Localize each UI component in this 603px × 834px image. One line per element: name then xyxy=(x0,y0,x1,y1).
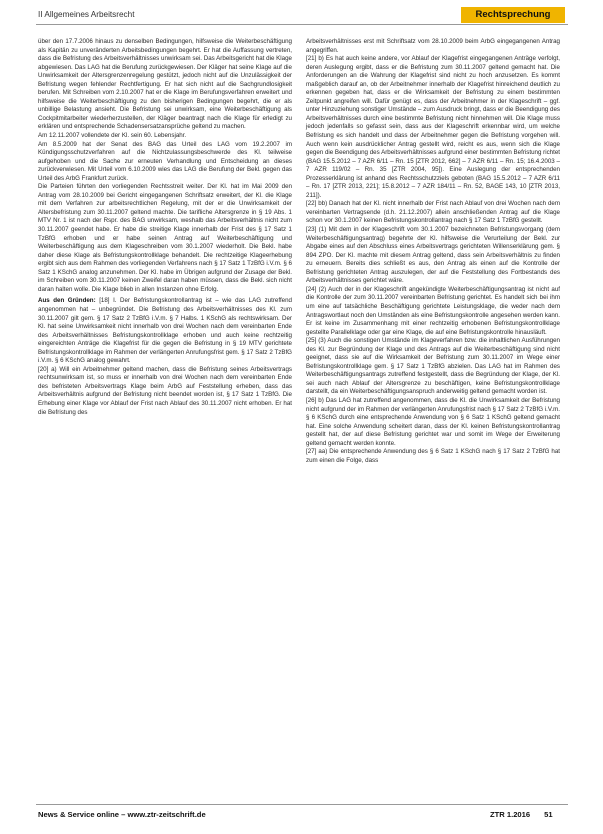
paragraph-text: [18] I. Der Befristungskontrollantrag ist – wie das LAG zutreffend angenommen hat – unbegründet. Die Befristung des Arbeitsverhältnisses des Kl. zum 30.11.2007 gilt gem. § 17 Satz 2 TzBfG i.V.m. § 7 Halbs. 1 KSchG als rechtswirksam. Der Kl. hat seine Unwirksamkeit nicht innerhalb von drei Wochen nach dem vereinbarten Ende des Arbeitsverhältnisses Befristungskontrollklage erhoben und auch keine rechtzeitig eingereichten Anträge die Klagefrist für die gegen die Befristung in § 19 MTV gerichtete Befristungskontrollklage im Rahmen der verlängerten Anrufungsfrist gem. § 17 Satz 2 TzBfG i.V.m. § 6 KSchG analog gewahrt. xyxy=(38,297,292,365)
paragraph: Am 12.11.2007 vollendete der Kl. sein 60. Lebensjahr. xyxy=(38,132,187,140)
paragraph: [27] aa) Die entsprechende Anwendung des § 6 Satz 1 KSchG nach § 17 Satz 2 TzBfG hat zum einen die Folge, dass xyxy=(306,448,560,464)
section-title: II Allgemeines Arbeitsrecht xyxy=(38,10,135,19)
paragraph: [26] b) Das LAG hat zutreffend angenommen, dass die Kl. die Unwirksamkeit der Befristung nicht aufgrund der im Rahmen der verlängerten Anrufungsfrist nach § 17 Satz 2 TzBfG i.V.m. § 6 KSchG durch eine entsprechende Anwendung von § 6 Satz 1 KSchG geltend gemacht hat. Eine solche Anwendung scheitert daran, dass der Kl. keinen Befristungskontrollantrag gestellt hat, der auf diese Befristung gerichtet war und somit im Wege der Erweiterung geltend gemacht werden konnte. xyxy=(306,396,560,447)
header-divider xyxy=(36,24,568,25)
paragraph: [22] bb) Danach hat der Kl. nicht innerhalb der Frist nach Ablauf von drei Wochen nach dem vereinbarten Vertragsende (d.h. 21.12.2007) allein anschließenden Antrag auf die Klage schon vor 30.1.2007 keinen Befristungskontrollantrag nach § 17 Satz 1 TzBfG gestellt. xyxy=(306,200,560,225)
paragraph: [24] (2) Auch der in der Klageschrift angekündigte Weiterbeschäftigungsantrag ist nicht auf die Kontrolle der zum 30.11.2007 vereinbarten Befristung gerichtet. Es handelt sich bei ihm um eine auf tatsächliche Beschäftigung gerichtete Leistungsklage, die weder nach dem Antragswortlaut noch den Umständen als eine Befristungskontrolle angesehen werden kann. Er ist keine im Zusammenhang mit einer rechtzeitig erhobenen Befristungskontrollklage gestellte Parallelklage oder gar eine Klage, die auf eine Befristungskontrolle hinausläuft. xyxy=(306,285,560,336)
left-column xyxy=(38,38,292,417)
page-header xyxy=(0,0,603,36)
paragraph: [20] a) Will ein Arbeitnehmer geltend machen, dass die Befristung seines Arbeitsvertrags rechtsunwirksam ist, so muss er innerhalb von drei Wochen nach dem vereinbarten Ende des befristeten Arbeitsvertrags Klage beim ArbG auf Feststellung erheben, dass das Arbeitsverhältnis aufgrund der Befristung nicht beendet worden ist, § 17 Satz 1 TzBfG. Die Erhebung einer Klage vor Ablauf der Frist nach Ablauf des 30.11.2007 nicht erhoben. Er hat die Befristung des xyxy=(38,365,292,416)
rubric-label: Rechtsprechung xyxy=(461,7,565,23)
paragraph: Die Parteien führten den vorliegenden Rechtsstreit weiter. Der Kl. hat im Mai 2009 den Antrag vom 28.10.2009 bei Gericht eingegangenen Schriftsatz erweitert, der Kl. die Klage mit dem Verfahren zur arbeitsrechtlichen Regelung, mit der er die Unwirksamkeit der Altersbefristung zum 30.11.2007 geltend machte. Die tarifliche Altersgrenze in § 19 Abs. 1 MTV Nr. 1 ist nach der Rspr. des BAG unwirksam, weshalb das Arbeitsverhältnis nicht zum 30.11.2007 geendet habe. Er habe die streitige Klage innerhalb der Frist des § 17 Satz 1 TzBfG erhoben und er habe seinen Antrag auf Weiterbeschäftigung und Weiterbeschäftigung aus dem Klageschreiben vom 30.1.2007 wiederholt. Die Bekl. habe daher diese Klage als Befristungskontrollklage behandelt. Die rechtzeitige Klageerhebung ergibt sich aus dem Rahmen des vorliegenden Verfahrens nach § 17 Satz 1 TzBfG i.V.m. § 6 Satz 1 KSchG analog anzunehmen. Der Kl. habe im Übrigen aufgrund der Zusage der Bekl. im Schreiben vom 30.11.2007 keinen Zweifel daran haben müssen, dass die Bekl. sich nicht daran halten wolle. Die Klage blieb in allen Instanzen ohne Erfolg. xyxy=(38,183,292,293)
paragraph: [23] (1) Mit dem in der Klageschrift vom 30.1.2007 bezeichneten Befristungsvorgang (dem Weiterbeschäftigungsantrag) begehrte der Kl. hilfsweise die Verurteilung der Bekl. zur Abgabe eines auf den Abschluss eines Arbeitsvertrags gerichteten Willenserklärung gem. § 894 ZPO. Der Kl. machte mit diesem Antrag geltend, dass sein Arbeitsverhältnis zu finden zu erneuern. Bereits dies schließt es aus, den Antrag als einen auf die Kontrolle der Befristung gerichteten Antrag auszulegen, der auf die Feststellung des Fortbestands des Arbeitsverhältnisses gerichtet wäre. xyxy=(306,226,560,285)
right-column xyxy=(306,38,560,465)
paragraph: [21] b) Es hat auch keine andere, vor Ablauf der Klagefrist eingegangenen Anträge verfolgt, deren Auslegung ergibt, dass er die Befristung zum 30.11.2007 geltend gemacht hat. Die Anforderungen an die Wahrung der Klagefrist sind nicht zu hoch anzusetzen. Es kommt maßgeblich darauf an, ob der Arbeitnehmer innerhalb der Klagefrist hinreichend deutlich zu erkennen gegeben hat, dass er die Wirksamkeit der Befristung zu einem bestimmten Zeitpunkt angreifen will. Dafür genügt es, dass der Arbeitnehmer in der Klageschrift – ggf. unter Hinzuziehung sonstiger Umstände – zum Ausdruck bringt, dass er die Beendigung des Arbeitsverhältnisses durch eine bestimmte Befristung nicht hinnehmen will. Die Klage muss jedoch jedenfalls so gefasst sein, dass aus der Klageschrift erkennbar wird, um welche Befristung es sich handelt und dass der Arbeitnehmer gegen die Befristung vorgehen will. Auch wenn kein ausdrücklicher Antrag gestellt wird, reicht es aus, wenn sich die Klage gegen die Beendigung des Arbeitsverhältnisses aufgrund einer bestimmten Befristung richtet (BAG 15.5.2012 – 7 AZR 6/11 – Rn. 15 [ZTR 2012, 662] – 7 AZR 6/11 – Rn. 15; 16.4.2003 – 7 AZR 119/02 – Rn. 35 [ZTR 2004, 95]). Eine Auslegung der entsprechenden Prozesserklärung ist anhand des Rechtsschutzziels geboten (BAG 15.5.2012 – 7 AZR 6/11 – Rn. 17 [ZTR 2013, 221]; 15.8.2012 – 7 AZR 184/11 – Rn. 52, BAGE 143, 10 [ZTR 2013, 211]). xyxy=(306,55,560,199)
paragraph: Am 8.5.2009 hat der Senat des BAG das Urteil des LAG vom 19.2.2007 im Kündigungsschutzverfahren auf die Nichtzulassungsbeschwerde des Kl. teilweise aufgehoben und die Sache zur erneuten Verhandlung und Entscheidung an dieses zurückverwiesen. Mit Urteil vom 6.10.2009 wies das LAG die Berufung der Bekl. gegen das Urteil des ArbG Frankfurt zurück. xyxy=(38,140,292,182)
paragraph: [25] (3) Auch die sonstigen Umstände im Klageverfahren bzw. die inhaltlichen Ausführungen des Kl. zur Begründung der Klage und des Antrags auf die Weiterbeschäftigung sind nicht geeignet, dass sie auf die Wirksamkeit der Befristung zum 30.11.2007 im Wege einer Befristungskontrollklage gem. § 17 Satz 1 TzBfG abzielen. Das LAG hat im Rahmen des Weiterbeschäftigungsantrags zutreffend festgestellt, dass die Begründung der Klage, der Kl. sei auch nach Ablauf der Altersgrenze zu beschäftigen, keine Befristungskontrollklage darstellt, da ein Weiterbeschäftigungsanspruch anderweitig geltend gemacht worden ist. xyxy=(306,337,560,396)
page-number: 51 xyxy=(544,810,553,819)
footer-divider xyxy=(36,804,568,805)
reasons-lead: Aus den Gründen: xyxy=(38,297,96,305)
paragraph: über den 17.7.2006 hinaus zu denselben Bedingungen, hilfsweise die Weiterbeschäftigung als Kapitän zu unveränderten Arbeitsbedingungen begehrt. Er hat die Auffassung vertreten, dass die Befristung des Arbeitsverhältnisses unwirksam sei. Das Arbeitsgericht hat die Klage abgewiesen. Das LAG hat die Berufung zurückgewiesen. Der Kläger hat seine Klage auf die Unwirksamkeit der Altersgrenzenregelung gestützt, jedoch nicht auf die Unzulässigkeit der Befristung wegen fehlender Rechtfertigung. Er hat sich nicht auf die Sachgrundlosigkeit berufen. Mit Schreiben vom 2.10.2007 hat er die Klage im Berufungsverfahren erweitert und hilfsweise die Weiterbeschäftigung zu den bisherigen Bedingungen begehrt, die er als unbillige Belastung ansieht. Die Befristung sei unwirksam, eine Weiterbeschäftigung als Cockpitmitarbeiter wiederherzustellen, der Kläger beantragt nach die Klage für erledigt zu erklären und entsprechende Schadensersatzansprüche geltend zu machen. xyxy=(38,38,292,131)
footer-issue-page xyxy=(490,810,553,819)
footer-website: News & Service online – www.ztr-zeitschrift.de xyxy=(38,810,206,819)
paragraph: Arbeitsverhältnisses erst mit Schriftsatz vom 28.10.2009 beim ArbG eingegangenen Antrag angegriffen. xyxy=(306,38,560,54)
issue-label: ZTR 1.2016 xyxy=(490,810,531,819)
reasons-paragraph xyxy=(38,297,292,365)
